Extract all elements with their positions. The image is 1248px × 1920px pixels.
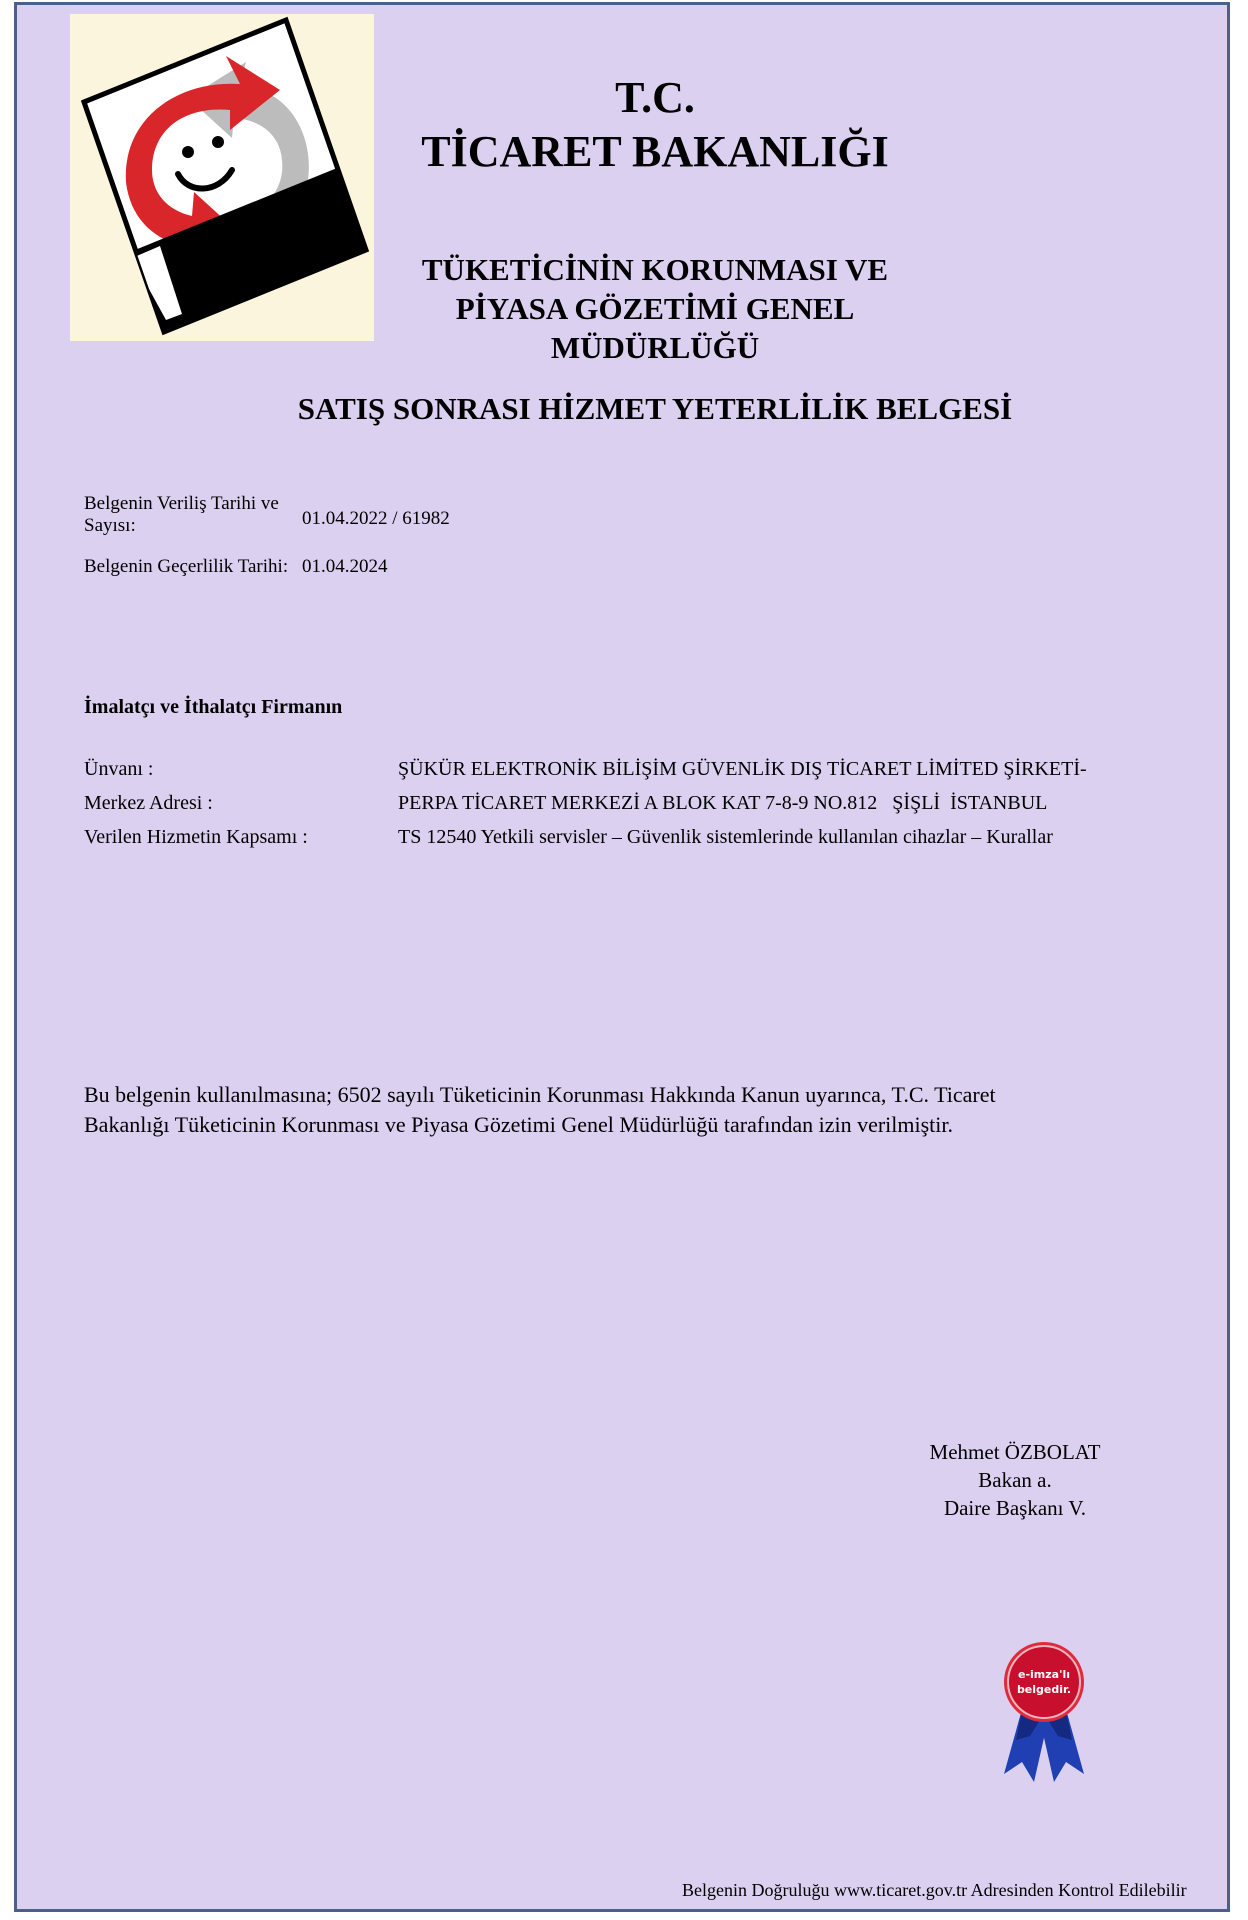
directorate-line-1: TÜKETİCİNİN KORUNMASI VE	[421, 252, 889, 287]
firm-section-title: İmalatçı ve İthalatçı Firmanın	[84, 696, 343, 718]
header-tc: T.C.	[615, 73, 695, 122]
bilgilen-logo-icon	[70, 14, 374, 341]
firm-title-label: Ünvanı :	[84, 758, 154, 780]
firm-address-value: PERPA TİCARET MERKEZİ A BLOK KAT 7-8-9 NO.812 ŞİŞLİ İSTANBUL	[398, 792, 1048, 814]
seal-text-line-1: e-imza'lı	[1018, 1668, 1070, 1681]
issue-date-label-line-2: Sayısı:	[84, 514, 136, 536]
signatory-line-2: Bakan a.	[978, 1468, 1052, 1492]
authorization-statement	[84, 1080, 1184, 1140]
e-imza-seal-icon	[994, 1640, 1094, 1782]
ministry-name: TİCARET BAKANLIĞI	[421, 127, 889, 176]
signatory-name: Mehmet ÖZBOLAT	[929, 1440, 1101, 1464]
signatory-title: Daire Başkanı V.	[943, 1496, 1087, 1520]
issue-date-label	[84, 493, 279, 537]
statement-line-1: Bu belgenin kullanılmasına; 6502 sayılı Tüketicinin Korunması Hakkında Kanun uyarınca, T.C. Ticaret	[84, 1082, 996, 1107]
firm-title-value: ŞÜKÜR ELEKTRONİK BİLİŞİM GÜVENLİK DIŞ TİCARET LİMİTED ŞİRKETİ-	[398, 758, 1087, 780]
issue-date-label-line-1: Belgenin Veriliş Tarihi ve	[84, 493, 279, 514]
directorate-name	[400, 250, 910, 367]
directorate-line-3: MÜDÜRLÜĞÜ	[550, 330, 760, 365]
certificate-title: SATIŞ SONRASI HİZMET YETERLİLİK BELGESİ	[297, 391, 1013, 426]
statement-line-2: Bakanlığı Tüketicinin Korunması ve Piyasa Gözetimi Genel Müdürlüğü tarafından izin verilmiştir.	[84, 1112, 954, 1137]
firm-address-label: Merkez Adresi :	[84, 792, 213, 814]
bilgilen-logo	[70, 14, 374, 341]
issue-date-value: 01.04.2022 / 61982	[302, 508, 450, 529]
verification-footer: Belgenin Doğruluğu www.ticaret.gov.tr Adresinden Kontrol Edilebilir	[682, 1880, 1187, 1900]
validity-label: Belgenin Geçerlilik Tarihi:	[84, 556, 289, 577]
service-scope-label: Verilen Hizmetin Kapsamı :	[84, 826, 308, 848]
validity-value: 01.04.2024	[302, 556, 388, 577]
directorate-line-2: PİYASA GÖZETİMİ GENEL	[455, 291, 855, 326]
seal-text-line-2: belgedir.	[1016, 1683, 1072, 1696]
service-scope-value: TS 12540 Yetkili servisler – Güvenlik sistemlerinde kullanılan cihazlar – Kurallar	[398, 826, 1053, 848]
signature-block	[900, 1438, 1130, 1522]
